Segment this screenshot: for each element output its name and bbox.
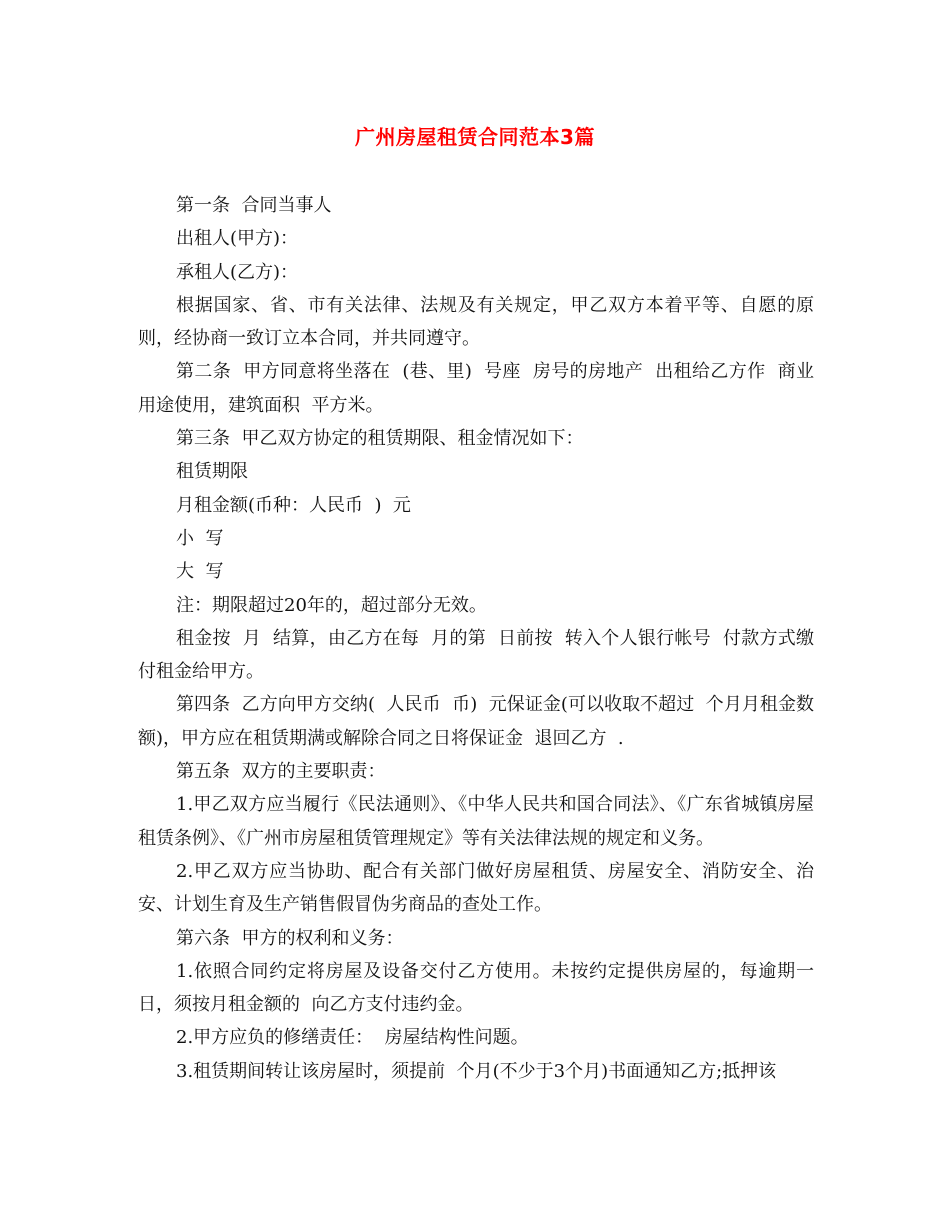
paragraph-duty-1: 1.甲乙双方应当履行《民法通则》、《中华人民共和国合同法》、《广东省城镇房屋租赁条例》、《广州市房屋租赁管理规定》等有关法律法规的规定和义务。 — [138, 794, 814, 849]
paragraph-lessor-right-1: 1.依照合同约定将房屋及设备交付乙方使用。未按约定提供房屋的，每逾期一日，须按月租金额的 向乙方支付违约金。 — [138, 960, 814, 1016]
paragraph-lessor-right-2: 2.甲方应负的修缮责任： 房屋结构性问题。 — [176, 1027, 529, 1049]
paragraph-article-1: 第一条 合同当事人 — [176, 195, 332, 216]
paragraph-lease-term: 租赁期限 — [176, 461, 248, 483]
paragraph-article-2: 第二条 甲方同意将坐落在 (巷、里) 号座 房号的房地产 出租给乙方作 商业用途使用，建筑面积 平方米。 — [138, 361, 814, 416]
paragraph-duty-2: 2.甲乙双方应当协助、配合有关部门做好房屋租赁、房屋安全、消防安全、治安、计划生育及生产销售假冒伪劣商品的查处工作。 — [138, 860, 814, 916]
paragraph-lessee: 承租人(乙方)： — [176, 261, 299, 283]
paragraph-rent-payment: 租金按 月 结算，由乙方在每 月的第 日前按 转入个人银行帐号 付款方式缴付租金给甲方。 — [138, 627, 814, 683]
paragraph-article-4: 第四条 乙方向甲方交纳( 人民币 币) 元保证金(可以收取不超过 个月月租金数额)，甲方应在租赁期满或解除合同之日将保证金 退回乙方 . — [138, 694, 814, 749]
document-body — [138, 189, 814, 1088]
paragraph-lessor-right-3: 3.租赁期间转让该房屋时，须提前 个月(不少于3个月)书面通知乙方;抵押该 — [176, 1060, 777, 1082]
document-title: 广州房屋租赁合同范本3篇 — [355, 125, 595, 149]
paragraph-article-6: 第六条 甲方的权利和义务： — [176, 927, 404, 949]
paragraph-amount-lowercase: 小 写 — [176, 527, 224, 549]
paragraph-lessor: 出租人(甲方)： — [176, 228, 299, 250]
paragraph-article-5: 第五条 双方的主要职责： — [176, 761, 386, 783]
paragraph-monthly-rent: 月租金额(币种：人民币 ) 元 — [176, 494, 411, 516]
paragraph-article-3: 第三条 甲乙双方协定的租赁期限、租金情况如下： — [176, 428, 584, 450]
paragraph-amount-uppercase: 大 写 — [176, 561, 224, 583]
paragraph-note: 注：期限超过20年的，超过部分无效。 — [176, 594, 487, 616]
paragraph-basis: 根据国家、省、市有关法律、法规及有关规定，甲乙双方本着平等、自愿的原则，经协商一致订立本合同，并共同遵守。 — [138, 294, 814, 350]
